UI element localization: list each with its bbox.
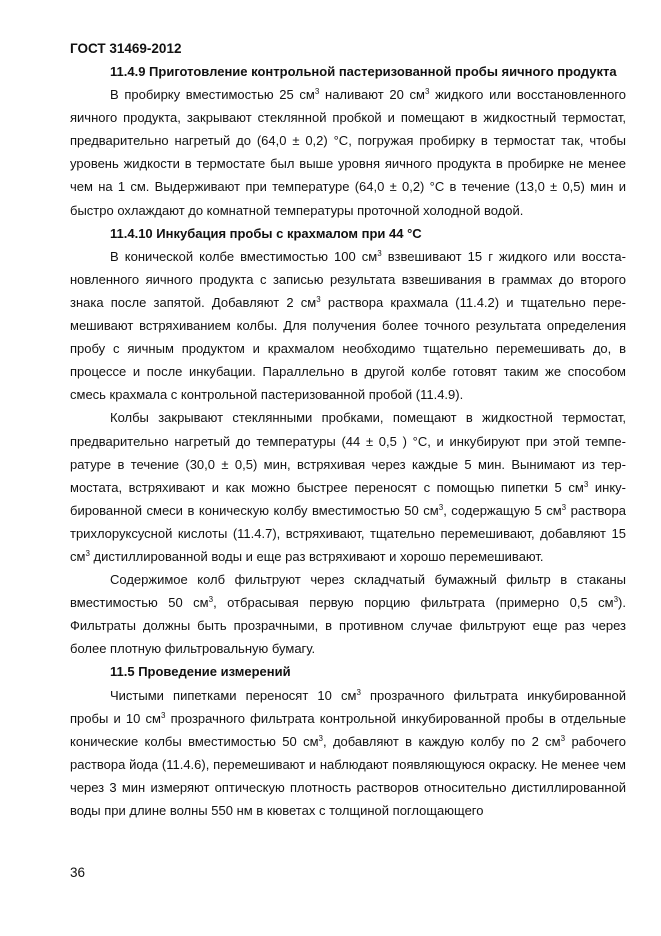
superscript: 3 (356, 687, 361, 697)
superscript: 3 (316, 294, 321, 304)
text-run: дистиллированной воды и еще раз встряхивают и хорошо перемешивают. (89, 548, 544, 564)
text-run: В пробирку вместимостью 25 см (110, 87, 315, 103)
text-run: инкубированной смеси в коническую колбу вместимостью 50 см (70, 479, 626, 518)
text-run: прозрачного фильтрата инкубированной пробы и 10 см (70, 687, 626, 726)
superscript: 3 (561, 502, 567, 512)
superscript: 3 (208, 595, 214, 605)
text-run: раствора трихлоруксусной кислоты (11.4.7), встряхивают, тщательно перемешивают, добавляют 15 см (70, 502, 626, 564)
text-run: прозрачного фильтрата контрольной инкубированной пробы в отдельные конические колбы вместимостью 50 см (70, 710, 626, 749)
paragraph-11-4-9 (70, 83, 626, 222)
superscript: 3 (314, 87, 320, 97)
document-code: ГОСТ 31469-2012 (70, 41, 182, 56)
paragraph-11-4-10-1 (70, 245, 626, 407)
section-heading-11-4-10: 11.4.10 Инкубация пробы с крахмалом при 44 °С (110, 225, 422, 241)
superscript: 3 (583, 479, 589, 489)
section-heading-11-4-9: 11.4.9 Приготовление контрольной пастеризованной пробы яичного продукта (110, 64, 617, 79)
text-run: , отбрасывая первую порцию фильтрата (примерно 0,5 см (213, 595, 614, 611)
text-run: ). Фильтраты должны быть прозрачными, в противном случае фильтруют еще раз через более плотную фильтровальную бумагу. (70, 595, 626, 657)
text-run: , содержащую 5 см (443, 502, 562, 518)
superscript: 3 (560, 733, 566, 743)
superscript: 3 (85, 548, 90, 558)
text-run: жидкого или восстановленного яичного продукта, закрывают стеклянной пробкой и помещают в жидкостный термостат, предварительно нагретый до (64,0 ± 0,2) °C, погружая пробирку в термостат так, чтобы уровень жидкости в термостате был выше уровня яичного продукта в пробирке не менее чем на 1 см. Выдерживают при температуре (64,0 ± 0,2) °C в течение (13,0 ± 0,5) мин и быстро охлаждают до комнатной температуры проточной холодной водой. (70, 87, 626, 218)
section-heading-11-5: 11.5 Проведение измерений (110, 664, 291, 680)
page-number: 36 (70, 865, 86, 880)
text-run: взвешивают 15 г жидкого или восстановленного яичного продукта с записью результата взвешивания в граммах до второго знака после запятой. Добавляют 2 см (70, 248, 626, 310)
superscript: 3 (318, 733, 323, 743)
text-run: Чистыми пипетками переносят 10 см (110, 687, 357, 703)
text-run: , добавляют в каждую колбу по 2 см (322, 733, 561, 749)
text-run: раствора крахмала (11.4.2) и тщательно перемешивают встряхиванием колбы. Для получения более точного результата определения пробу с яичным продуктом и крахмалом необходимо тщательно перемешивать до, в процессе и после инкубации. Параллельно в другой колбе готовят таким же способом смесь крахмала с контрольной пастеризованной пробой (11.4.9). (70, 294, 626, 403)
text-run: Колбы закрывают стеклянными пробками, помещают в жидкостной термостат, предварительно нагретый до температуры (44 ± 0,5 ) °C, и инкубируют при этой температуре в течение (30,0 ± 0,5) мин, встряхивая через каждые 5 мин. Вынимают из термостата, встряхивают и как можно быстрее переносят с помощью пипетки 5 см (70, 410, 626, 495)
paragraph-11-5 (70, 684, 626, 823)
text-run: Содержимое колб фильтруют через складчатый бумажный фильтр в стаканы вместимостью 50 см (70, 572, 626, 611)
text-run: наливают 20 см (319, 87, 425, 103)
text-run: В конической колбе вместимостью 100 см (110, 248, 378, 264)
paragraph-11-4-10-3 (70, 568, 626, 660)
superscript: 3 (438, 502, 444, 512)
superscript: 3 (613, 595, 619, 605)
superscript: 3 (424, 87, 430, 97)
text-run: рабочего раствора йода (11.4.6), перемешивают и наблюдают появляющуюся окраску. Не менее чем через 3 мин измеряют оптическую плотность растворов относительно дистиллированной воды при длине волны 550 нм в кюветах с толщиной поглощающего (70, 733, 626, 818)
page-content (70, 60, 626, 822)
paragraph-11-4-10-2 (70, 406, 626, 568)
superscript: 3 (377, 248, 382, 258)
superscript: 3 (160, 710, 166, 720)
